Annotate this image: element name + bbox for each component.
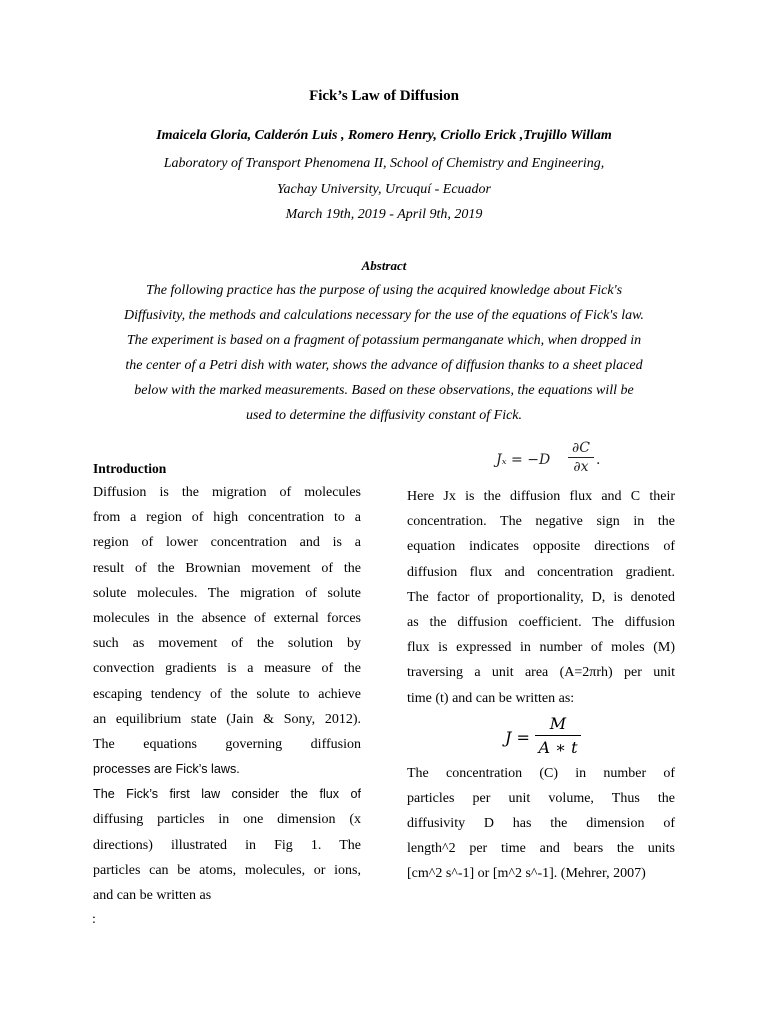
body-text-line: diffusivity D has the dimension of bbox=[407, 816, 675, 832]
body-text-line: such as movement of the solution by bbox=[93, 636, 361, 652]
trailing-colon: : bbox=[92, 912, 96, 927]
body-text-line: [cm^2 s^-1] or [m^2 s^-1]. (Mehrer, 2007) bbox=[407, 866, 646, 882]
fraction-bar bbox=[535, 735, 581, 736]
body-text-line: concentration. The negative sign in the bbox=[407, 514, 675, 530]
equation-numerator: ∂C bbox=[572, 440, 590, 456]
body-text-line: time (t) and can be written as: bbox=[407, 690, 575, 706]
body-text-line: convection gradients is a measure of the bbox=[93, 661, 361, 677]
fick-first-law-equation bbox=[496, 440, 626, 480]
body-text-line: Here Jx is the diffusion flux and C their bbox=[407, 489, 675, 504]
equation-lhs: Jₓ = −D bbox=[496, 452, 551, 468]
body-text-line: processes are Fick’s laws. bbox=[93, 762, 240, 777]
body-text-line: length^2 per time and bears the units bbox=[407, 841, 675, 857]
affiliation-line: Laboratory of Transport Phenomena II, School of Chemistry and Engineering, bbox=[163, 156, 605, 171]
date-range: March 19th, 2019 - April 9th, 2019 bbox=[285, 207, 483, 222]
body-text-line: particles can be atoms, molecules, or ions, bbox=[93, 862, 361, 878]
abstract-line: below with the marked measurements. Based on these observations, the equations will be bbox=[134, 383, 634, 398]
body-text-line: diffusion flux and concentration gradient. bbox=[407, 564, 675, 580]
flux-equation bbox=[505, 714, 625, 760]
body-text-line: region of lower concentration and is a bbox=[93, 535, 361, 551]
body-text-line: particles per unit volume, Thus the bbox=[407, 790, 675, 806]
body-text-line: flux is expressed in number of moles (M) bbox=[407, 640, 675, 656]
body-text-line: solute molecules. The migration of solute bbox=[93, 585, 361, 601]
abstract-heading: Abstract bbox=[361, 258, 407, 273]
body-text-line: from a region of high concentration to a bbox=[93, 510, 361, 526]
right-column bbox=[407, 484, 675, 887]
abstract-line: used to determine the diffusivity constant of Fick. bbox=[245, 408, 523, 423]
affiliation-line: Yachay University, Urcuquí - Ecuador bbox=[277, 182, 491, 197]
introduction-heading: Introduction bbox=[93, 461, 167, 476]
equation-denominator: ∂x bbox=[573, 459, 589, 475]
body-text-line: diffusing particles in one dimension (x bbox=[93, 812, 361, 828]
author-list: Imaicela Gloria, Calderón Luis , Romero Henry, Criollo Erick ,Trujillo Willam bbox=[156, 128, 612, 143]
body-text-line: The concentration (C) in number of bbox=[407, 765, 675, 781]
body-text-line: equation indicates opposite directions of bbox=[407, 539, 675, 555]
body-text-line: as the diffusion coefficient. The diffusion bbox=[407, 614, 675, 630]
equation-numerator: M bbox=[549, 714, 567, 733]
fraction-bar bbox=[568, 457, 594, 458]
introduction-column bbox=[93, 460, 361, 908]
body-text-line: directions) illustrated in Fig 1. The bbox=[93, 837, 361, 853]
body-text-line: traversing a unit area (A=2πrh) per unit bbox=[407, 665, 675, 681]
body-text-line: The equations governing diffusion bbox=[93, 736, 361, 752]
body-text-line: result of the Brownian movement of the bbox=[93, 560, 361, 576]
abstract-line: The experiment is based on a fragment of potassium permanganate which, when dropped in bbox=[126, 333, 642, 348]
body-text-line: and can be written as bbox=[93, 888, 212, 903]
equation-period: . bbox=[596, 452, 601, 468]
equation-fraction bbox=[535, 714, 581, 757]
body-text-line: molecules in the absence of external forces bbox=[93, 610, 361, 626]
body-text-line: an equilibrium state (Jain & Sony, 2012). bbox=[93, 711, 361, 727]
body-text-line: The Fick’s first law consider the flux of bbox=[93, 787, 361, 802]
equation-lhs: J = bbox=[505, 728, 530, 747]
equation-fraction bbox=[568, 440, 594, 475]
body-text-line: Diffusion is the migration of molecules bbox=[93, 485, 361, 500]
body-text-line: escaping tendency of the solute to achieve bbox=[93, 686, 361, 702]
abstract-line: the center of a Petri dish with water, shows the advance of diffusion thanks to a sheet placed bbox=[125, 358, 643, 373]
abstract-line: The following practice has the purpose of using the acquired knowledge about Fick's bbox=[145, 283, 623, 298]
paper-title: Fick’s Law of Diffusion bbox=[309, 88, 459, 104]
abstract-line: Diffusivity, the methods and calculations necessary for the use of the equations of Fick's law. bbox=[124, 308, 644, 323]
body-text-line: The factor of proportionality, D, is denoted bbox=[407, 589, 675, 605]
equation-denominator: A ∗ t bbox=[538, 738, 578, 757]
